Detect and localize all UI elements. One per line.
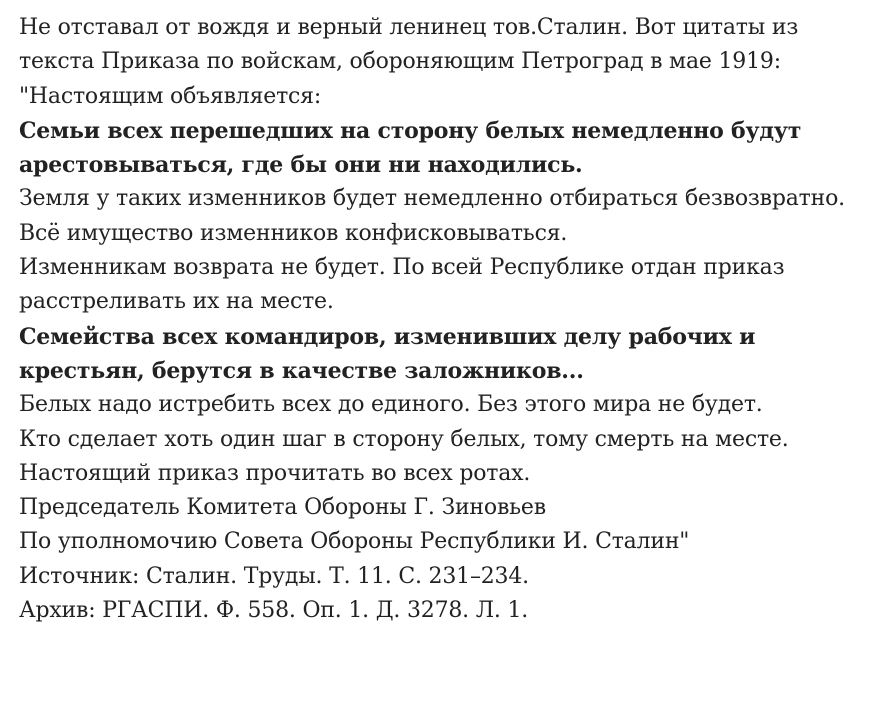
signature-stalin: По уполномочию Совета Обороны Республики И. Сталин" <box>19 529 690 555</box>
intro-paragraph: Не отставал от вождя и верный ленинец тов.Сталин. Вот цитаты из текста Приказа по войскам, обороняющим Петроград в мае 1919: <box>19 15 799 75</box>
source-citation: Источник: Сталин. Труды. Т. 11. С. 231–234. <box>19 563 529 589</box>
order-execution-clause: Изменникам возврата не будет. По всей Республике отдан приказ расстреливать их на месте. <box>19 255 785 315</box>
order-land-clause: Земля у таких изменников будет немедленно отбираться безвозвратно. <box>19 186 845 212</box>
order-death-clause: Кто сделает хоть один шаг в сторону белых, тому смерть на месте. <box>19 426 789 452</box>
order-property-clause: Всё имущество изменников конфисковываться. <box>19 220 568 246</box>
order-bold-hostages-clause: Семейства всех командиров, изменивших делу рабочих и крестьян, берутся в качестве заложников... <box>19 323 756 384</box>
order-exterminate-clause: Белых надо истребить всех до единого. Без этого мира не будет. <box>19 392 763 418</box>
order-opening-line: "Настоящим объявляется: <box>19 83 322 109</box>
order-bold-families-clause: Семьи всех перешедших на сторону белых немедленно будут арестовываться, где бы они ни находились. <box>19 117 802 179</box>
archive-citation: Архив: РГАСПИ. Ф. 558. Оп. 1. Д. 3278. Л. 1. <box>19 598 529 624</box>
signature-zinoviev: Председатель Комитета Обороны Г. Зиновьев <box>19 495 546 521</box>
order-read-clause: Настоящий приказ прочитать во всех ротах. <box>19 460 531 486</box>
